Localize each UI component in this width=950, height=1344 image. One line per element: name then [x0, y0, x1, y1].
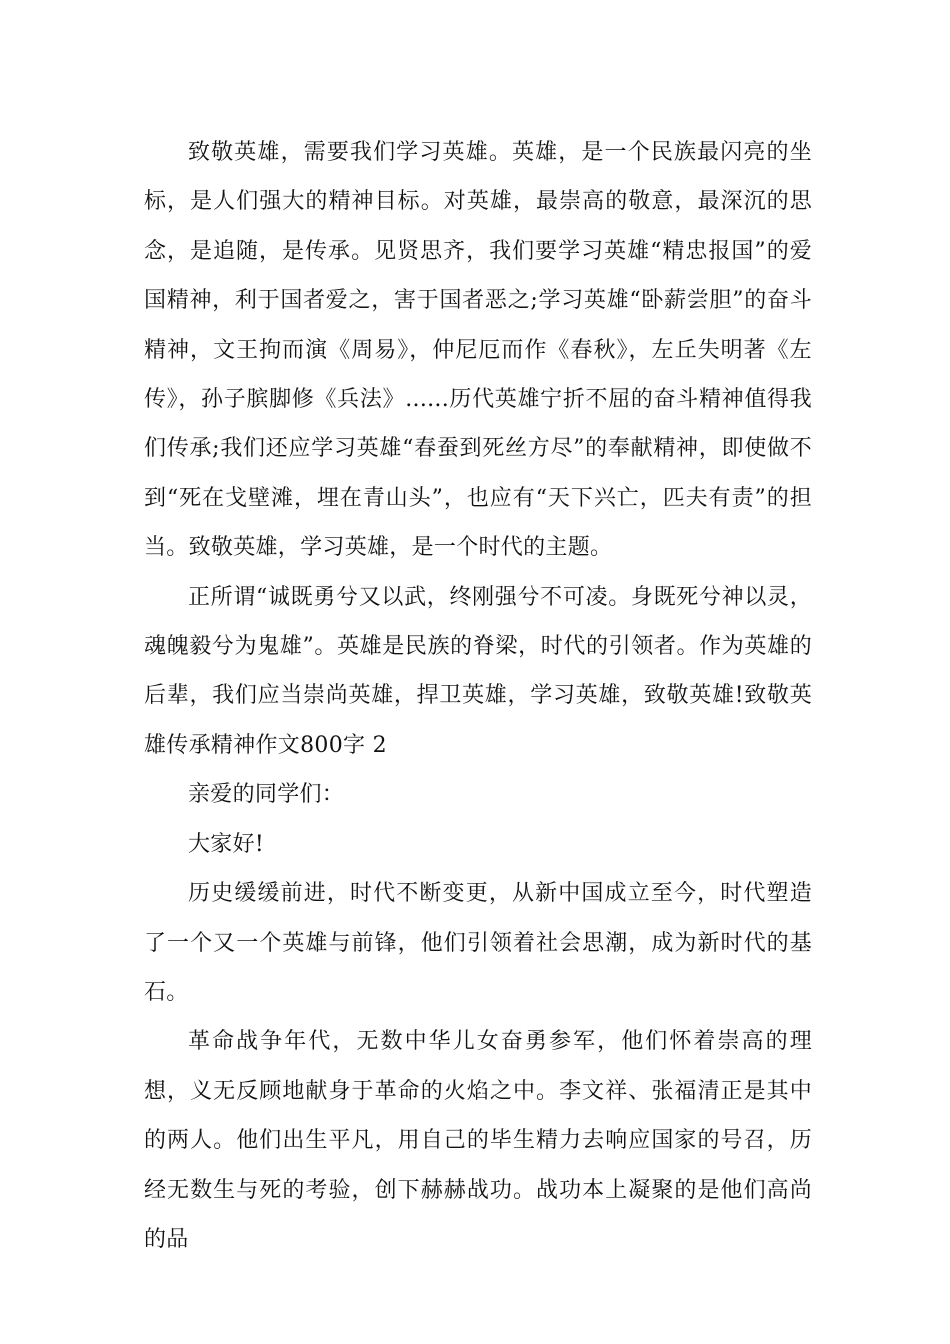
paragraph-revolution: 革命战争年代，无数中华儿女奋勇参军，他们怀着崇高的理想，义无反顾地献身于革命的火焰之中。李文祥、张福清正是其中的两人。他们出生平凡，用自己的毕生精力去响应国家的号召，历经无数生与死的考验，创下赫赫战功。战功本上凝聚的是他们高尚的品 — [144, 1029, 812, 1252]
document-body — [144, 128, 812, 1264]
paragraph-history: 历史缓缓前进，时代不断变更，从新中国成立至今，时代塑造了一个又一个英雄与前锋，他们引领着社会思潮，成为新时代的基石。 — [144, 881, 812, 1005]
paragraph-heroes-spine: 正所谓“诚既勇兮又以武，终刚强兮不可凌。身既死兮神以灵，魂魄毅兮为鬼雄”。英雄是民族的脊梁，时代的引领者。作为英雄的后辈，我们应当崇尚英雄，捍卫英雄，学习英雄，致敬英雄!致敬英雄传承精神作文800字 2 — [144, 584, 812, 758]
paragraph-hello: 大家好! — [188, 831, 265, 857]
paragraph-greeting: 亲爱的同学们： — [188, 782, 345, 808]
paragraph-heroes-study: 致敬英雄，需要我们学习英雄。英雄，是一个民族最闪亮的坐标，是人们强大的精神目标。对英雄，最崇高的敬意，最深沉的思念，是追随，是传承。见贤思齐，我们要学习英雄“精忠报国”的爱国精神，利于国者爱之，害于国者恶之;学习英雄“卧薪尝胆”的奋斗精神，文王拘而演《周易》，仲尼厄而作《春秋》，左丘失明著《左传》，孙子膑脚修《兵法》......历代英雄宁折不屈的奋斗精神值得我们传承;我们还应学习英雄“春蚕到死丝方尽”的奉献精神，即使做不到“死在戈壁滩，埋在青山头”，也应有“天下兴亡，匹夫有责”的担当。致敬英雄，学习英雄，是一个时代的主题。 — [144, 140, 812, 561]
